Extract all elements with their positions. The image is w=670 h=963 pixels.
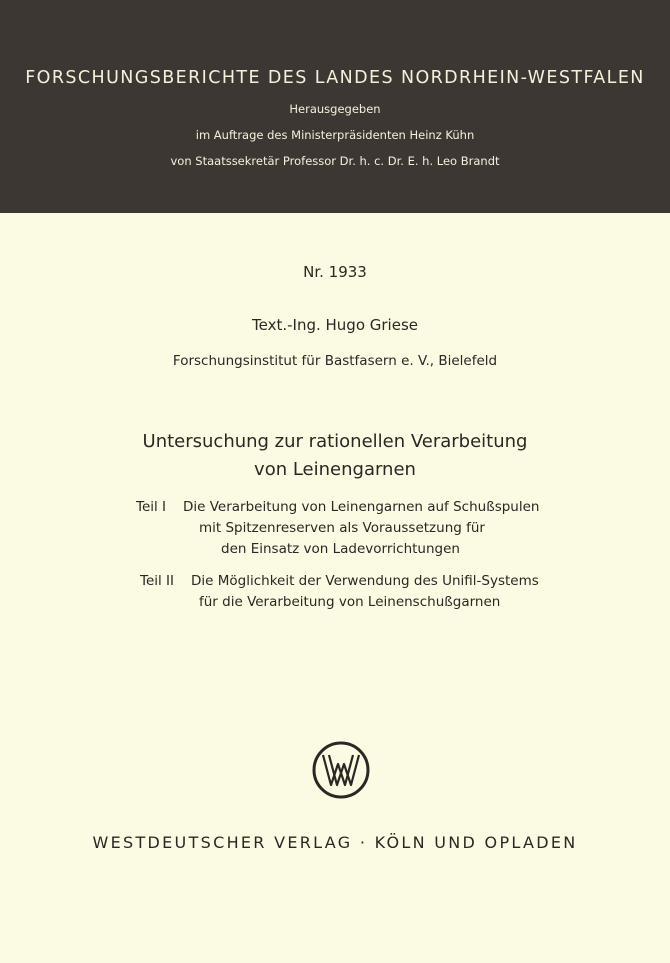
part-2-label: Teil II <box>140 573 175 589</box>
editor-name-line: von Staatssekretär Professor Dr. h. c. Dr. E. h. Leo Brandt <box>170 154 500 168</box>
part-1-line-3: den Einsatz von Ladevorrichtungen <box>221 541 460 557</box>
series-title: FORSCHUNGSBERICHTE DES LANDES NORDRHEIN-WESTFALEN <box>25 68 645 88</box>
title-line-2: von Leinengarnen <box>254 459 416 480</box>
author: Text.-Ing. Hugo Griese <box>252 316 418 334</box>
part-1-label: Teil I <box>136 499 167 515</box>
report-number: Nr. 1933 <box>303 263 367 281</box>
institute: Forschungsinstitut für Bastfasern e. V., Bielefeld <box>172 353 498 369</box>
part-2-line-1: Die Möglichkeit der Verwendung des Unifil-Systems <box>191 573 539 589</box>
header-band <box>0 0 670 213</box>
part-1-line-1: Die Verarbeitung von Leinengarnen auf Schußspulen <box>183 499 540 515</box>
title-line-1: Untersuchung zur rationellen Verarbeitung <box>142 431 528 452</box>
part-1-line-2: mit Spitzenreserven als Voraussetzung für <box>199 520 485 536</box>
publisher-line: WESTDEUTSCHER VERLAG · KÖLN UND OPLADEN <box>92 833 578 852</box>
publisher-logo-icon <box>311 740 371 800</box>
editor-line: Herausgegeben <box>289 102 381 116</box>
part-2-line-2: für die Verarbeitung von Leinenschußgarnen <box>199 594 501 610</box>
commission-line: im Auftrage des Ministerpräsidenten Heinz Kühn <box>195 128 475 142</box>
